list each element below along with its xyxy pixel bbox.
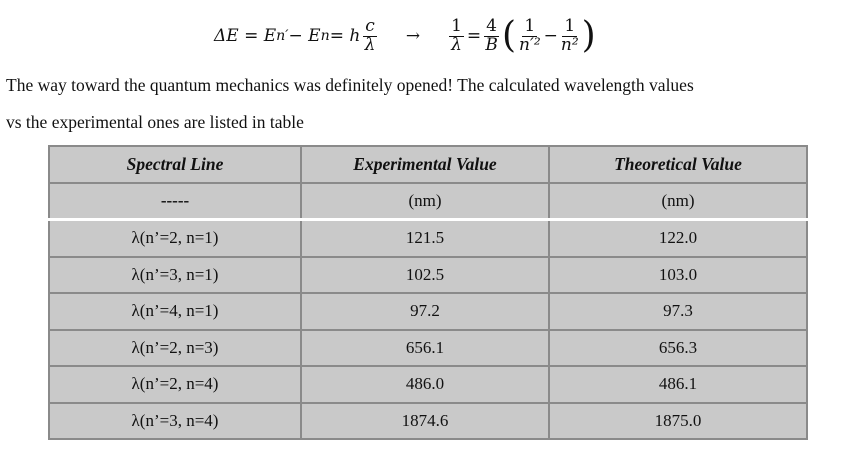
- paragraph-line-1: The way toward the quantum mechanics was definitely opened! The calculated wavelength values: [6, 75, 694, 95]
- cell: λ(n’=3, n=1): [49, 257, 301, 294]
- eq-n2: n²: [560, 34, 579, 55]
- eq-c: c: [365, 15, 375, 36]
- frac-c-lambda: [363, 15, 377, 55]
- table-row: [49, 366, 807, 403]
- equation: ΔE = E n′ − E n = h $\frac{c}{\lambda}$ → $\frac{1}{\lambda}$ = $\frac{4}{B}$ ( $\frac{1}{\text{n′²}}$ − $\frac{1}{\text{n²}}$ ): [214, 15, 596, 56]
- arrow: →: [405, 26, 421, 46]
- cell: 656.1: [301, 330, 549, 367]
- cell: 97.2: [301, 293, 549, 330]
- eq-equals: =: [466, 26, 482, 46]
- eq-1: 1: [524, 15, 536, 36]
- units-row: [49, 183, 807, 220]
- eq-lambda: λ: [364, 34, 376, 55]
- wavelength-table: [48, 145, 808, 440]
- table-row: [49, 293, 807, 330]
- eq-1: 1: [451, 15, 462, 36]
- cell: 486.1: [549, 366, 807, 403]
- units-cell: (nm): [301, 183, 549, 220]
- eq-np2: n′²: [519, 34, 541, 55]
- cell: 97.3: [549, 293, 807, 330]
- cell: 1874.6: [301, 403, 549, 440]
- eq-h: = h: [329, 26, 361, 46]
- eq-1: 1: [564, 15, 576, 36]
- eq-sub: n′: [276, 28, 289, 44]
- table-row: [49, 403, 807, 440]
- table-row: [49, 330, 807, 367]
- eq-B: B: [485, 34, 498, 55]
- paren-right: ): [581, 15, 596, 56]
- header-theoretical: Theoretical Value: [549, 146, 807, 183]
- table-header-row: [49, 146, 807, 183]
- eq-4: 4: [486, 15, 497, 36]
- cell: 103.0: [549, 257, 807, 294]
- paren-left: (: [501, 15, 517, 56]
- eq-sub: n: [320, 28, 330, 44]
- cell: 1875.0: [549, 403, 807, 440]
- cell: λ(n’=2, n=1): [49, 220, 301, 257]
- cell: 656.3: [549, 330, 807, 367]
- cell: 122.0: [549, 220, 807, 257]
- frac-1-n2: [560, 15, 579, 55]
- cell: 121.5: [301, 220, 549, 257]
- frac-1-np2: [519, 15, 541, 55]
- table-row: [49, 220, 807, 257]
- frac-4-B: [484, 15, 499, 55]
- eq-energy: ΔE = E: [214, 26, 277, 46]
- units-cell: (nm): [549, 183, 807, 220]
- cell: 486.0: [301, 366, 549, 403]
- cell: λ(n’=4, n=1): [49, 293, 301, 330]
- cell: λ(n’=2, n=4): [49, 366, 301, 403]
- eq-lambda: λ: [451, 34, 462, 55]
- table-row: [49, 257, 807, 294]
- header-experimental: Experimental Value: [301, 146, 549, 183]
- units-cell: -----: [49, 183, 301, 220]
- cell: 102.5: [301, 257, 549, 294]
- frac-1-lambda: [449, 15, 464, 55]
- header-spectral-line: Spectral Line: [49, 146, 301, 183]
- cell: λ(n’=3, n=4): [49, 403, 301, 440]
- cell: λ(n’=2, n=3): [49, 330, 301, 367]
- eq-minus: − E: [288, 26, 321, 46]
- paragraph-line-2: vs the experimental ones are listed in table: [6, 112, 304, 132]
